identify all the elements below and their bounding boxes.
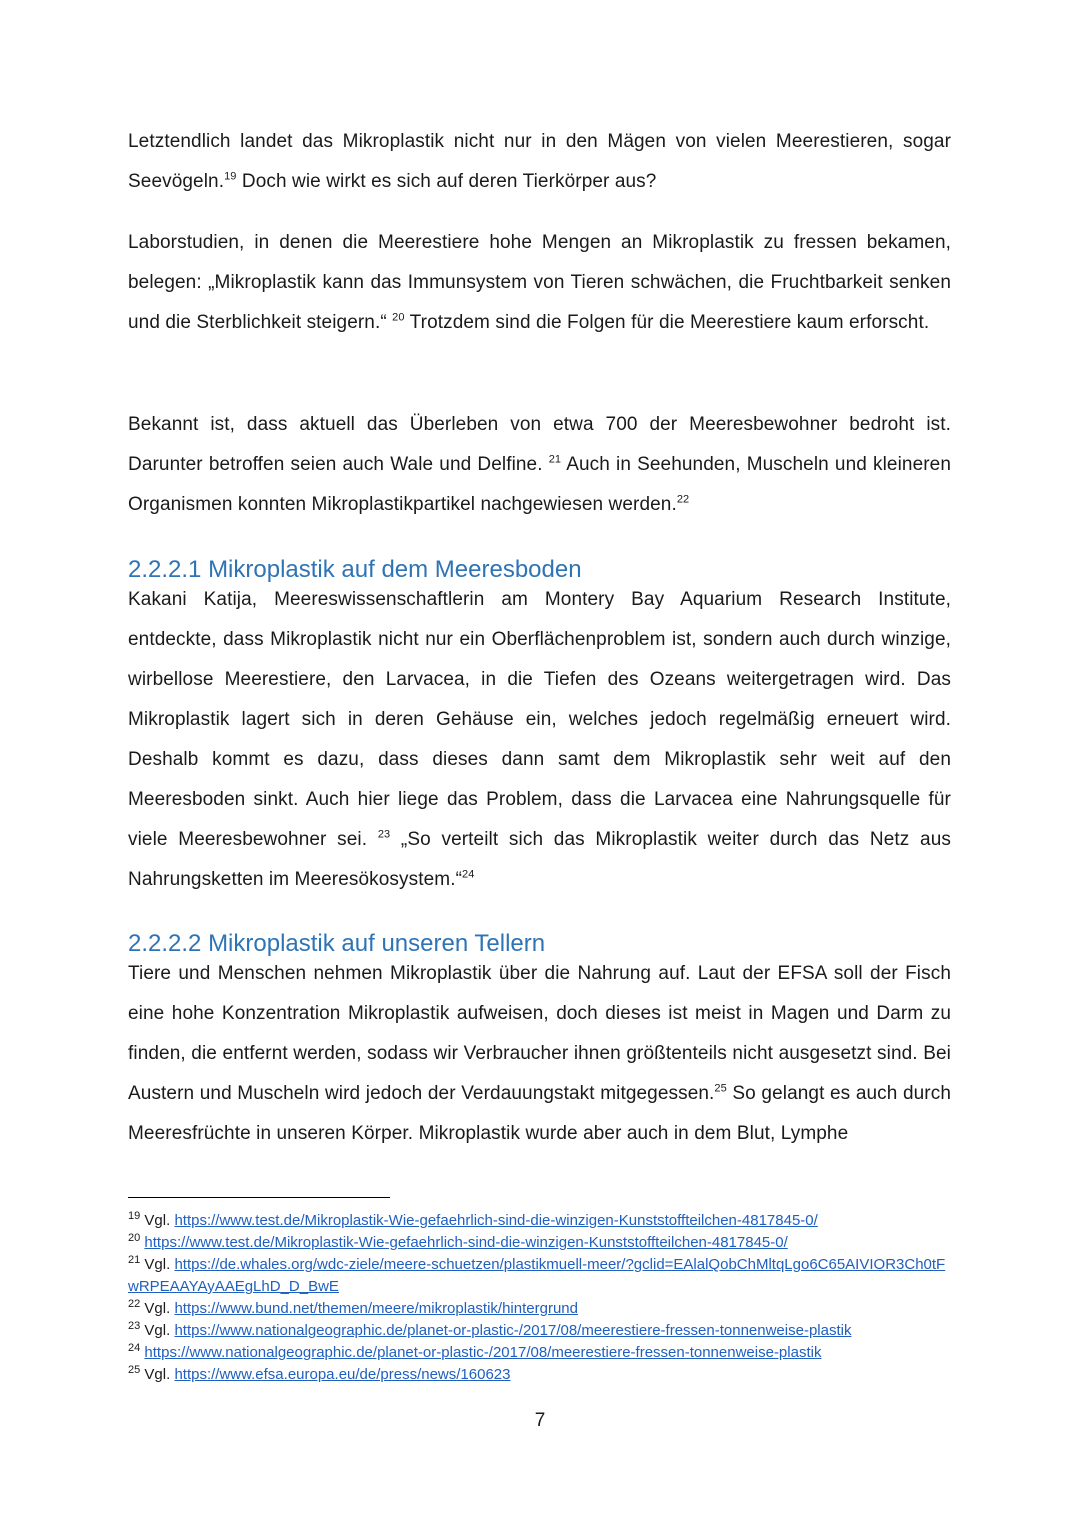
- footnote-link-19[interactable]: https://www.test.de/Mikroplastik-Wie-gefaehrlich-sind-die-winzigen-Kunststoffteilchen-4817845-0/: [174, 1212, 818, 1229]
- footnote-ref-21: 21: [548, 453, 562, 466]
- paragraph-3: [128, 405, 951, 525]
- footnote-number: 24: [128, 1342, 141, 1354]
- paragraph-3-text-b: Auch in Seehunden, Muscheln und kleineren Organismen konnten Mikroplastikpartikel nachgewiesen werden.: [128, 454, 952, 515]
- footnotes: [128, 1210, 951, 1386]
- footnote-ref-20: 20: [392, 311, 405, 324]
- paragraph-5: [128, 954, 951, 1154]
- page-number: 7: [534, 1410, 546, 1431]
- footnote-25: [128, 1364, 951, 1386]
- paragraph-4-text-b: „So verteilt sich das Mikroplastik weiter durch das Netz aus Nahrungsketten im Meeresökosystem.“: [128, 829, 951, 890]
- footnote-number: 25: [128, 1364, 141, 1376]
- footnote-prefix: Vgl.: [140, 1300, 175, 1317]
- section-heading-meeresboden: 2.2.2.1 Mikroplastik auf dem Meeresboden: [128, 556, 582, 583]
- footnote-link-24[interactable]: https://www.nationalgeographic.de/planet-or-plastic-/2017/08/meerestiere-fressen-tonnenweise-plastik: [144, 1344, 822, 1361]
- footnote-number: 23: [128, 1320, 141, 1332]
- footnote-link-23[interactable]: https://www.nationalgeographic.de/planet-or-plastic-/2017/08/meerestiere-fressen-tonnenweise-plastik: [174, 1322, 852, 1339]
- footnote-21: [128, 1254, 951, 1298]
- paragraph-2-text-a: Laborstudien, in denen die Meerestiere hohe Mengen an Mikroplastik zu fressen bekamen, belegen: „Mikroplastik kann das Immunsystem von Tieren schwächen, die Fruchtbarkeit senken und die Sterblichkeit steigern.“: [128, 232, 951, 333]
- footnote-number: 21: [128, 1254, 141, 1266]
- footnote-24: [128, 1342, 951, 1364]
- footnote-number: 19: [128, 1210, 141, 1222]
- footnote-23: [128, 1320, 951, 1342]
- footnote-20: [128, 1232, 951, 1254]
- paragraph-5-text-b: So gelangt es auch durch Meeresfrüchte in unseren Körper. Mikroplastik wurde aber auch in dem Blut, Lymphe: [128, 1083, 952, 1144]
- footnote-ref-22: 22: [676, 493, 690, 506]
- footnote-number: 22: [128, 1298, 141, 1310]
- footnote-22: [128, 1298, 951, 1320]
- paragraph-1-text-b: Doch wie wirkt es sich auf deren Tierkörper aus?: [236, 171, 657, 192]
- footnote-ref-25: 25: [714, 1082, 727, 1095]
- footnote-ref-19: 19: [224, 170, 237, 183]
- paragraph-4-text-a: Kakani Katija, Meereswissenschaftlerin am Montery Bay Aquarium Research Institute, entdeckte, dass Mikroplastik nicht nur ein Oberflächenproblem ist, sondern auch durch winzige, wirbellose Meerestiere, den Larvacea, in die Tiefen des Ozeans weitergetragen wird. Das Mikroplastik lagert sich in deren Gehäuse ein, welches jedoch regelmäßig erneuert wird. Deshalb kommt es dazu, dass dieses dann samt dem Mikroplastik sehr weit auf den Meeresboden sinkt. Auch hier liege das Problem, dass die Larvacea eine Nahrungsquelle für viele Meeresbewohner sei.: [128, 589, 951, 850]
- paragraph-1: [128, 122, 951, 202]
- paragraph-5-text-a: Tiere und Menschen nehmen Mikroplastik über die Nahrung auf. Laut der EFSA soll der Fisch eine hohe Konzentration Mikroplastik aufweisen, doch dieses ist meist in Magen und Darm zu finden, die entfernt werden, sodass wir Verbraucher ihnen größtenteils nicht ausgesetzt sind. Bei Austern und Muscheln wird jedoch der Verdauungstakt mitgegessen.: [128, 963, 951, 1104]
- footnote-prefix: Vgl.: [140, 1322, 175, 1339]
- paragraph-2-text-b: Trotzdem sind die Folgen für die Meerestiere kaum erforscht.: [404, 312, 930, 333]
- footnote-link-21[interactable]: https://de.whales.org/wdc-ziele/meere-schuetzen/plastikmuell-meer/?gclid=EAlalQobChMltqLgo6C65AIVIOR3Ch0tFwRPEAAYAyAAEgLhD_D_BwE: [128, 1256, 946, 1295]
- section-heading-tellern: 2.2.2.2 Mikroplastik auf unseren Tellern: [128, 930, 546, 957]
- footnote-prefix: Vgl.: [140, 1212, 175, 1229]
- paragraph-3-text-a: Bekannt ist, dass aktuell das Überleben von etwa 700 der Meeresbewohner bedroht ist. Darunter betroffen seien auch Wale und Delfine.: [128, 414, 951, 475]
- footnote-separator: [128, 1197, 390, 1198]
- footnote-prefix: Vgl.: [140, 1366, 175, 1383]
- paragraph-4: [128, 580, 951, 900]
- paragraph-2: [128, 223, 951, 343]
- footnote-19: [128, 1210, 951, 1232]
- footnote-prefix: Vgl.: [140, 1256, 175, 1273]
- footnote-link-20[interactable]: https://www.test.de/Mikroplastik-Wie-gefaehrlich-sind-die-winzigen-Kunststoffteilchen-4817845-0/: [144, 1234, 788, 1251]
- footnote-number: 20: [128, 1232, 141, 1244]
- footnote-ref-23: 23: [377, 828, 391, 841]
- footnote-link-25[interactable]: https://www.efsa.europa.eu/de/press/news/160623: [174, 1366, 511, 1383]
- footnote-ref-24: 24: [462, 868, 475, 881]
- footnote-link-22[interactable]: https://www.bund.net/themen/meere/mikroplastik/hintergrund: [174, 1300, 578, 1317]
- paragraph-1-text-a: Letztendlich landet das Mikroplastik nicht nur in den Mägen von vielen Meerestieren, sogar Seevögeln.: [128, 131, 951, 192]
